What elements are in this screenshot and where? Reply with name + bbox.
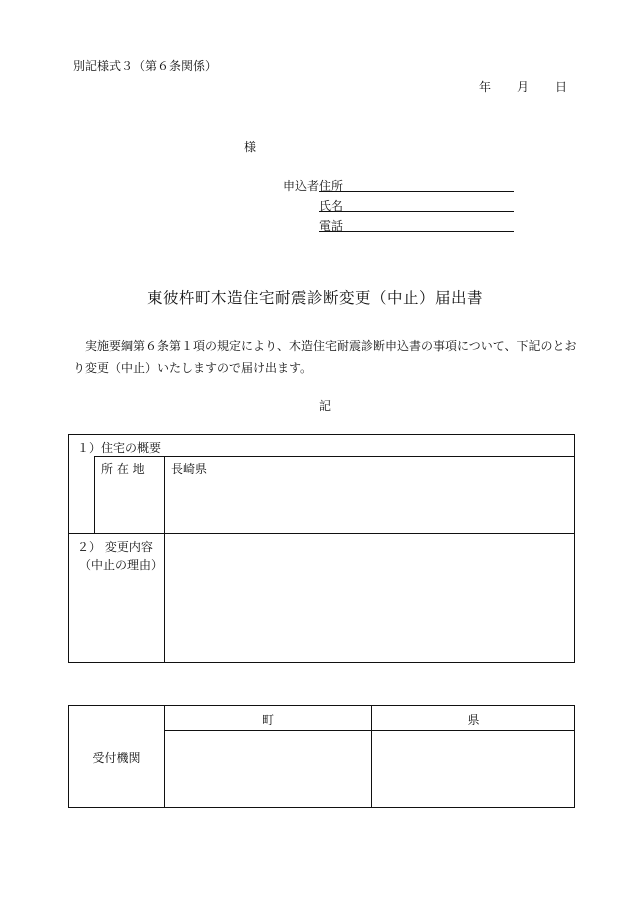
date-year: 年 — [479, 80, 492, 94]
name-field[interactable] — [319, 197, 514, 212]
address-label: 住所 — [319, 179, 344, 193]
table-rule — [94, 456, 575, 457]
form-number: 別記様式３（第６条関係） — [73, 59, 218, 73]
address-field[interactable] — [319, 177, 514, 192]
section2-label: ２） 変更内容 — [77, 540, 153, 554]
location-value[interactable]: 長崎県 — [171, 462, 208, 476]
location-label: 所 在 地 — [101, 462, 145, 476]
addressee-suffix: 様 — [244, 140, 257, 154]
body-text: 実施要綱第６条第１項の規定により、木造住宅耐震診断申込書の事項について、下記のとおり変更（中止）いたしますので届け出ます。 — [73, 339, 577, 375]
column-town: 町 — [261, 713, 274, 727]
reception-table — [68, 705, 575, 808]
ki-heading: 記 — [319, 399, 332, 413]
column-prefecture: 県 — [467, 713, 480, 727]
document-title: 東彼杵町木造住宅耐震診断変更（中止）届出書 — [146, 289, 483, 307]
section2-sublabel: （中止の理由） — [79, 558, 164, 572]
reception-label: 受付機関 — [92, 751, 141, 765]
applicant-prefix: 申込者 — [283, 179, 320, 193]
town-stamp-cell[interactable] — [165, 731, 371, 808]
date-day: 日 — [555, 80, 568, 94]
table-rule — [94, 456, 95, 533]
section1-label: １）住宅の概要 — [77, 441, 162, 455]
date-line — [479, 78, 567, 95]
housing-info-table — [68, 434, 575, 663]
name-label: 氏名 — [319, 199, 344, 213]
phone-field[interactable] — [319, 217, 514, 232]
change-content-field[interactable] — [165, 534, 575, 663]
prefecture-stamp-cell[interactable] — [372, 731, 575, 808]
date-month: 月 — [517, 80, 530, 94]
phone-label: 電話 — [319, 219, 344, 233]
